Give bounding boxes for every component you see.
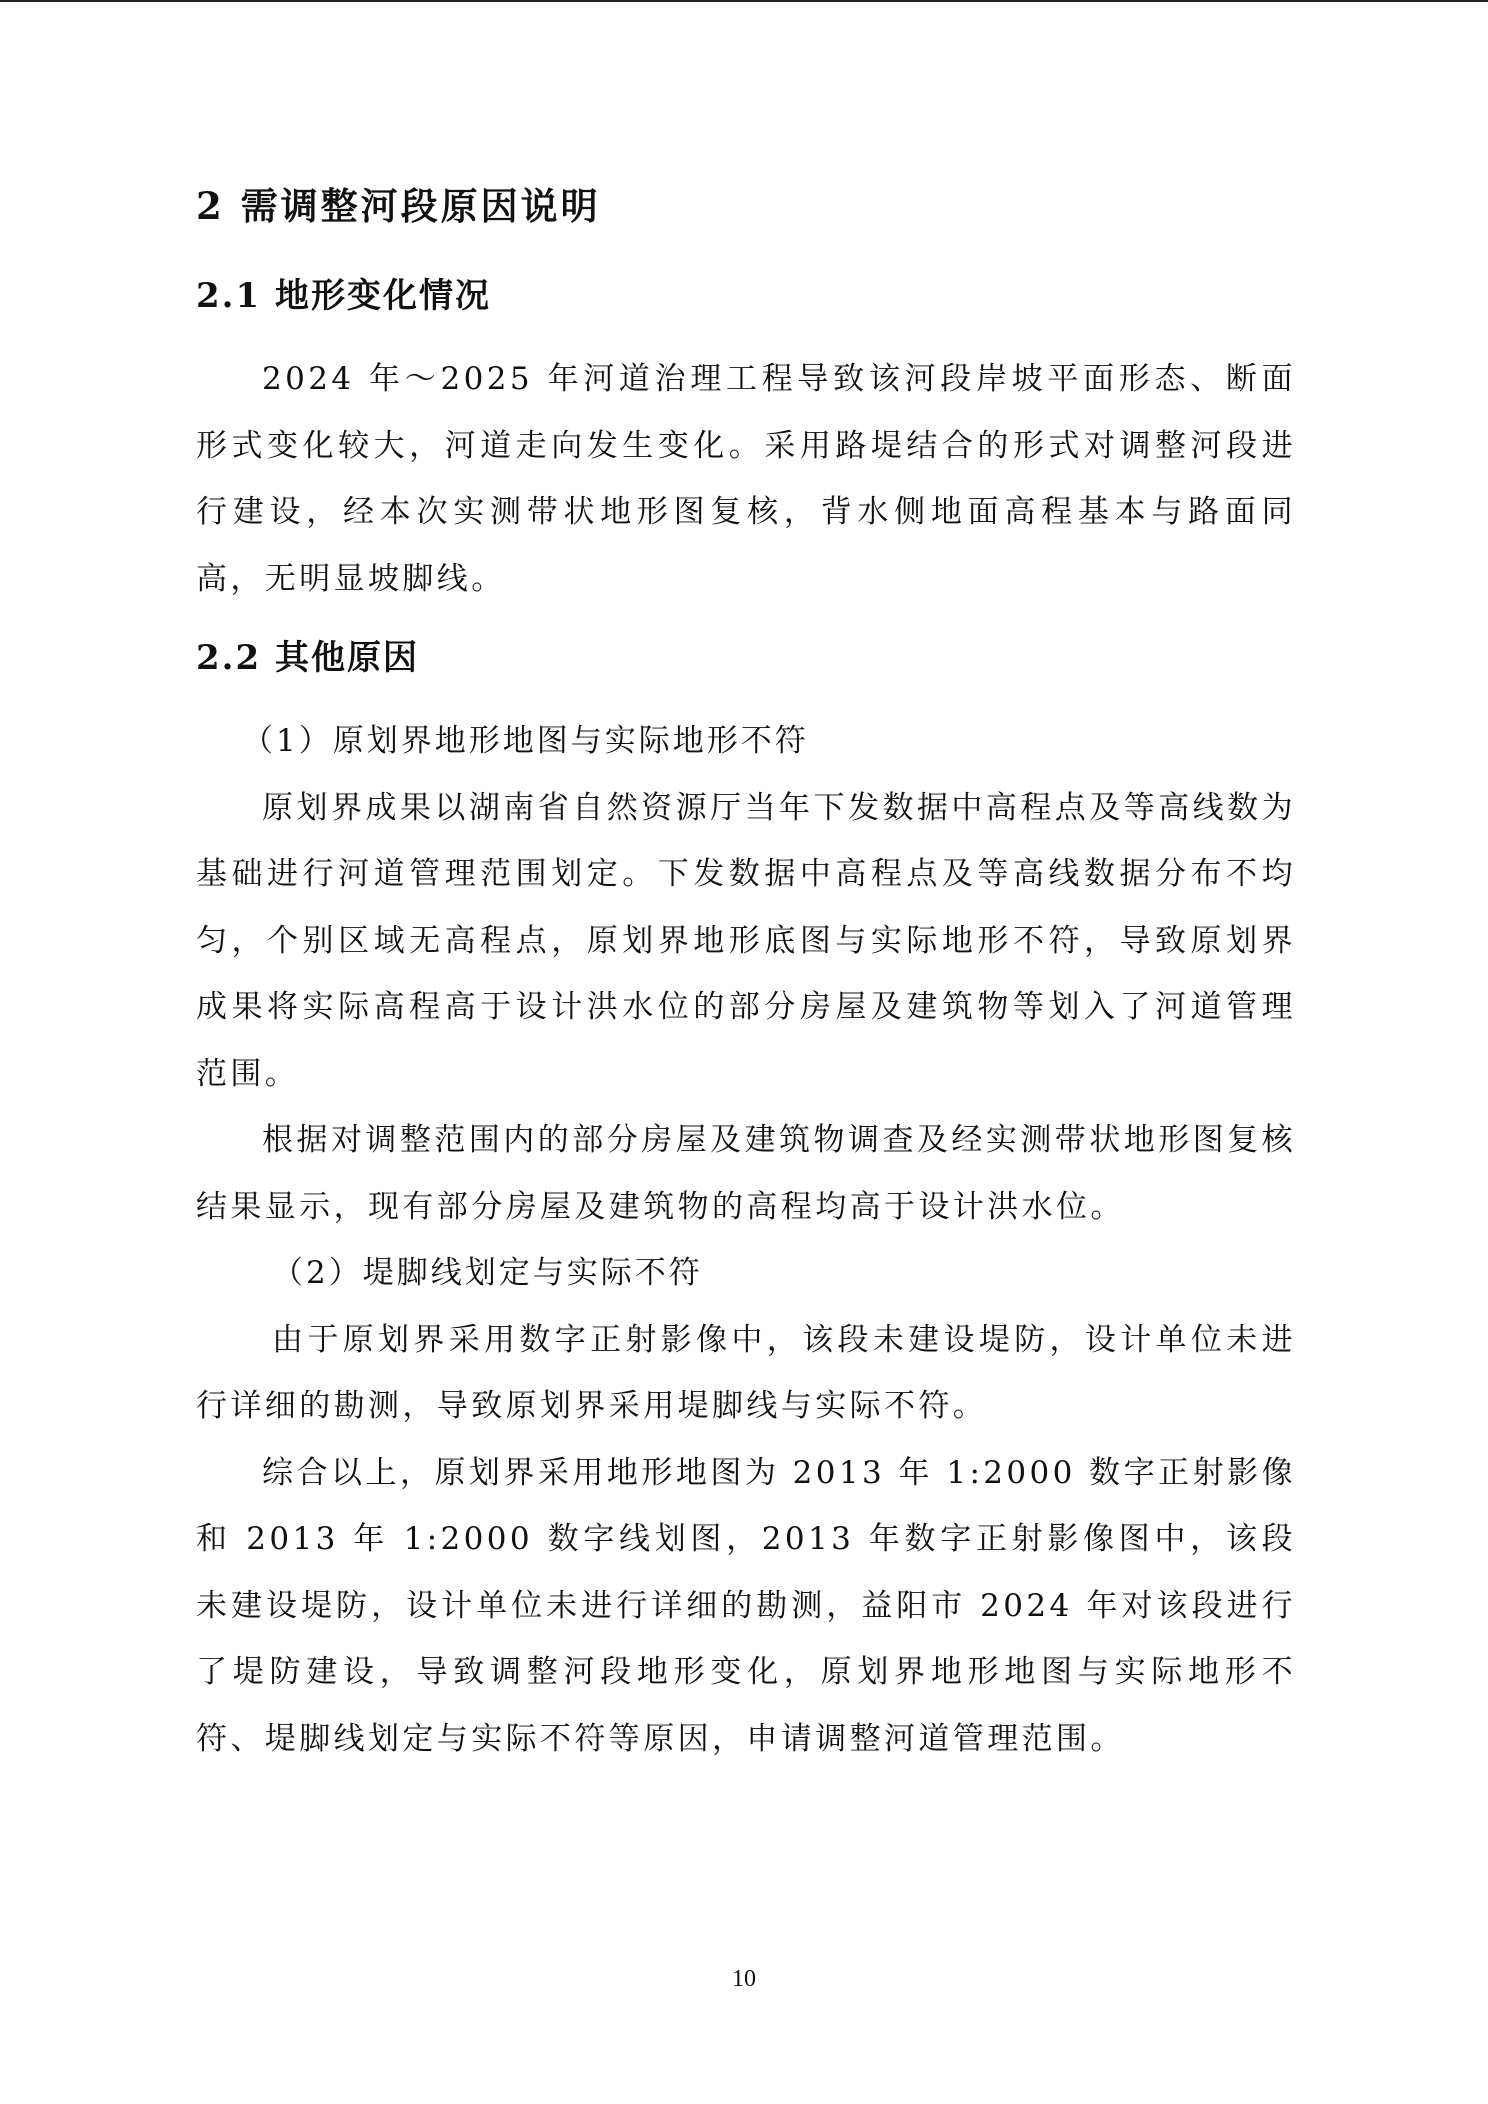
document-body bbox=[196, 178, 1296, 1772]
item-heading-terrain-mismatch: （1）原划界地形地图与实际地形不符 bbox=[242, 723, 809, 759]
paragraph-summary: 综合以上，原划界采用地形地图为 2013 年 1:2000 数字正射影像和 2013 年 1:2000 数字线划图，2013 年数字正射影像图中，该段未建设堤防，设计单位未进行详细的勘测，益阳市 2024 年对该段进行了堤防建设，导致调整河段地形变化，原划界地形地图与实际地形不符、堤脚线划定与实际不符等原因，申请调整河道管理范围。 bbox=[196, 1454, 1296, 1757]
page-top-border bbox=[0, 0, 1488, 2]
paragraph-toe-line-mismatch: 由于原划界采用数字正射影像中，该段未建设堤防，设计单位未进行详细的勘测，导致原划界采用堤脚线与实际不符。 bbox=[196, 1321, 1296, 1424]
section-title: 2 需调整河段原因说明 bbox=[196, 184, 601, 228]
subsection-title-other-reasons: 2.2 其他原因 bbox=[196, 638, 419, 678]
subsection-title-terrain-change: 2.1 地形变化情况 bbox=[196, 276, 491, 316]
paragraph-terrain-mismatch-1: 原划界成果以湖南省自然资源厅当年下发数据中高程点及等高线数为基础进行河道管理范围划定。下发数据中高程点及等高线数据分布不均匀，个别区域无高程点，原划界地形底图与实际地形不符，导致原划界成果将实际高程高于设计洪水位的部分房屋及建筑物等划入了河道管理范围。 bbox=[196, 789, 1296, 1092]
paragraph-terrain-mismatch-2: 根据对调整范围内的部分房屋及建筑物调查及经实测带状地形图复核结果显示，现有部分房屋及建筑物的高程均高于设计洪水位。 bbox=[196, 1122, 1296, 1225]
page-number: 10 bbox=[732, 1966, 756, 1992]
paragraph-terrain-change: 2024 年～2025 年河道治理工程导致该河段岸坡平面形态、断面形式变化较大，河道走向发生变化。采用路堤结合的形式对调整河段进行建设，经本次实测带状地形图复核，背水侧地面高程基本与路面同高，无明显坡脚线。 bbox=[196, 361, 1296, 597]
item-heading-toe-line-mismatch: （2）堤脚线划定与实际不符 bbox=[272, 1255, 703, 1291]
